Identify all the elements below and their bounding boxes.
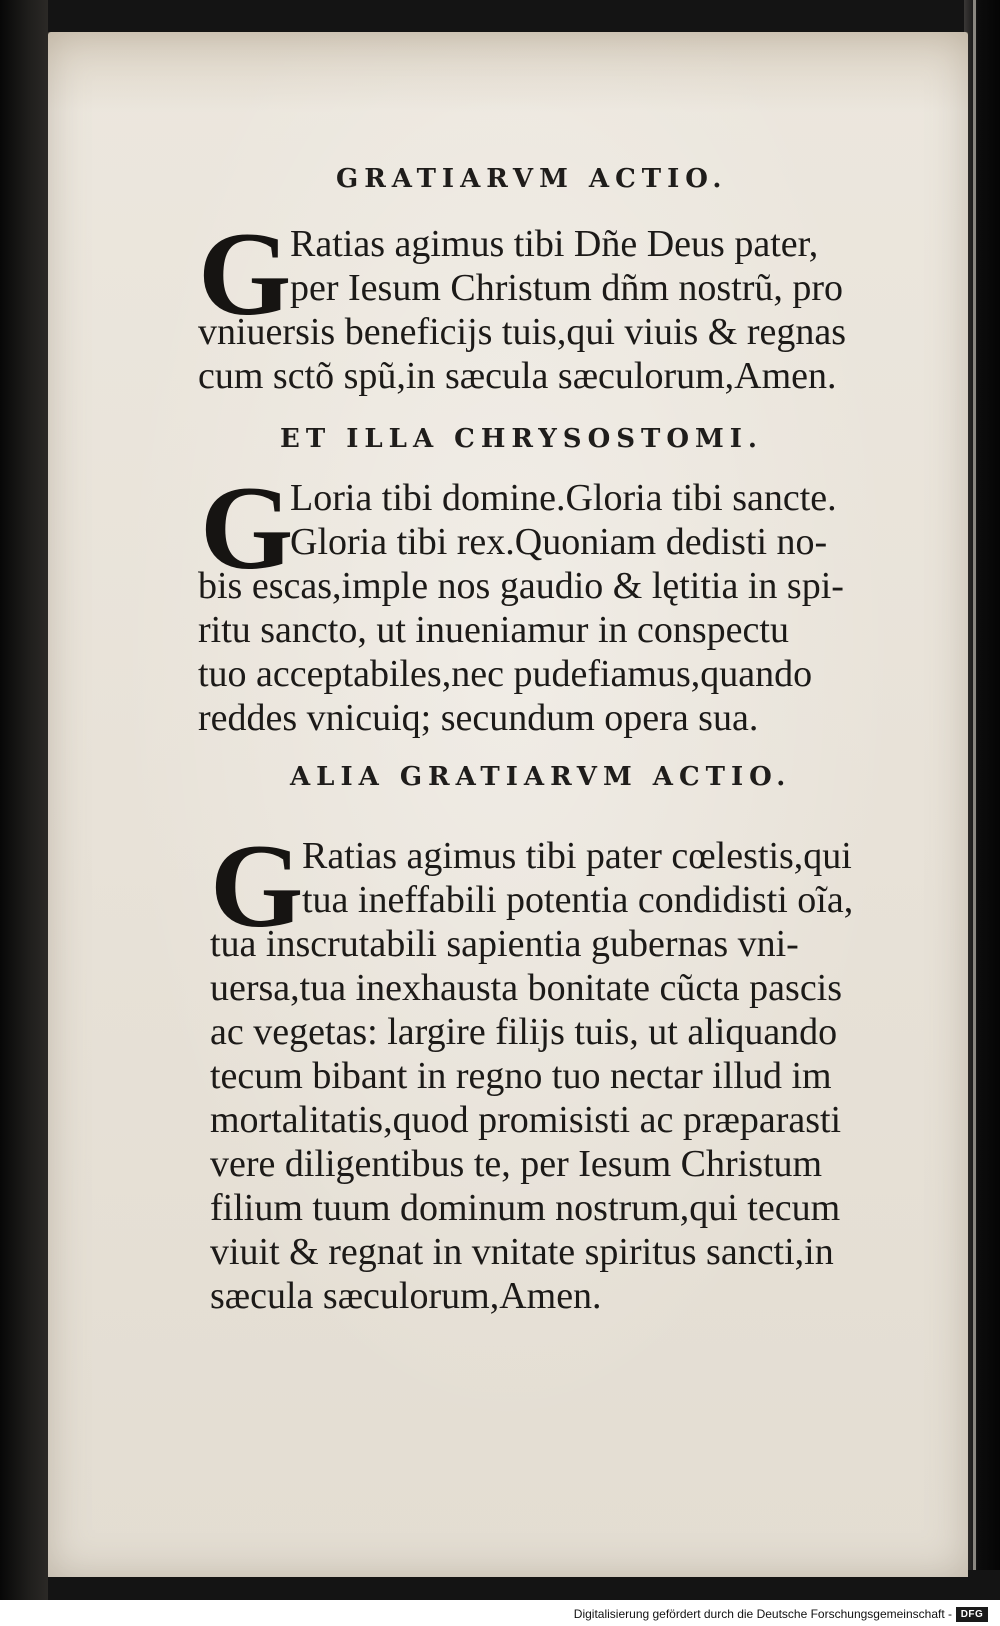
- text-line: ac vegetas: largire filijs tuis, ut aliquando: [210, 1011, 838, 1053]
- text-line: Loria tibi domine.Gloria tibi sancte.: [290, 477, 837, 519]
- text-line: per Iesum Christum dñm nostrũ, pro: [290, 267, 844, 309]
- text-line: filium tuum dominum nostrum,qui tecum: [210, 1187, 841, 1229]
- drop-cap: G: [200, 461, 294, 594]
- text-line: bis escas,imple nos gaudio & lętitia in spi-: [198, 565, 844, 607]
- dfg-logo[interactable]: DFG: [956, 1607, 988, 1622]
- text-line: Gloria tibi rex.Quoniam dedisti no-: [290, 521, 828, 563]
- text-line: tecum bibant in regno tuo nectar illud im: [210, 1055, 832, 1097]
- footer-bar: [0, 1600, 1000, 1626]
- text-line: tua ineffabili potentia condidisti oĩa,: [302, 879, 854, 921]
- footer-credit: Digitalisierung gefördert durch die Deutsche Forschungsgemeinschaft -: [573, 1607, 952, 1621]
- drop-cap: G: [210, 819, 304, 952]
- text-line: mortalitatis,quod promisisti ac præparasti: [210, 1099, 842, 1141]
- scan-background-left: [0, 0, 48, 1626]
- prayer-text: [198, 222, 918, 398]
- book-page: [48, 32, 968, 1577]
- prayer-text: [198, 476, 918, 740]
- text-line: tua inscrutabili sapientia gubernas vni-: [210, 923, 799, 965]
- text-line: uersa,tua inexhausta bonitate cũcta pascis: [210, 967, 843, 1009]
- scan-background-right: [964, 0, 1000, 1570]
- text-line: Ratias agimus tibi pater cœlestis,qui: [302, 835, 852, 877]
- drop-cap: G: [198, 207, 292, 340]
- text-line: vere diligentibus te, per Iesum Christum: [210, 1143, 823, 1185]
- text-line: sæcula sæculorum,Amen.: [210, 1275, 602, 1317]
- text-line: ritu sancto, ut inueniamur in conspectu: [198, 609, 789, 651]
- text-line: vniuersis beneficijs tuis,qui viuis & regnas: [198, 311, 847, 353]
- text-line: Ratias agimus tibi Dñe Deus pater,: [290, 223, 819, 265]
- text-line: reddes vnicuiq; secundum opera sua.: [198, 697, 759, 739]
- section-heading: GRATIARVM ACTIO.: [336, 164, 728, 194]
- section-heading: ET ILLA CHRYSOSTOMI.: [280, 424, 763, 454]
- prayer-text: [210, 834, 920, 1318]
- text-line: viuit & regnat in vnitate spiritus sancti,in: [210, 1231, 834, 1273]
- section-heading: ALIA GRATIARVM ACTIO.: [290, 762, 792, 792]
- text-line: cum sctõ spũ,in sæcula sæculorum,Amen.: [198, 355, 837, 397]
- book-edge: [973, 0, 976, 1570]
- text-line: tuo acceptabiles,nec pudefiamus,quando: [198, 653, 813, 695]
